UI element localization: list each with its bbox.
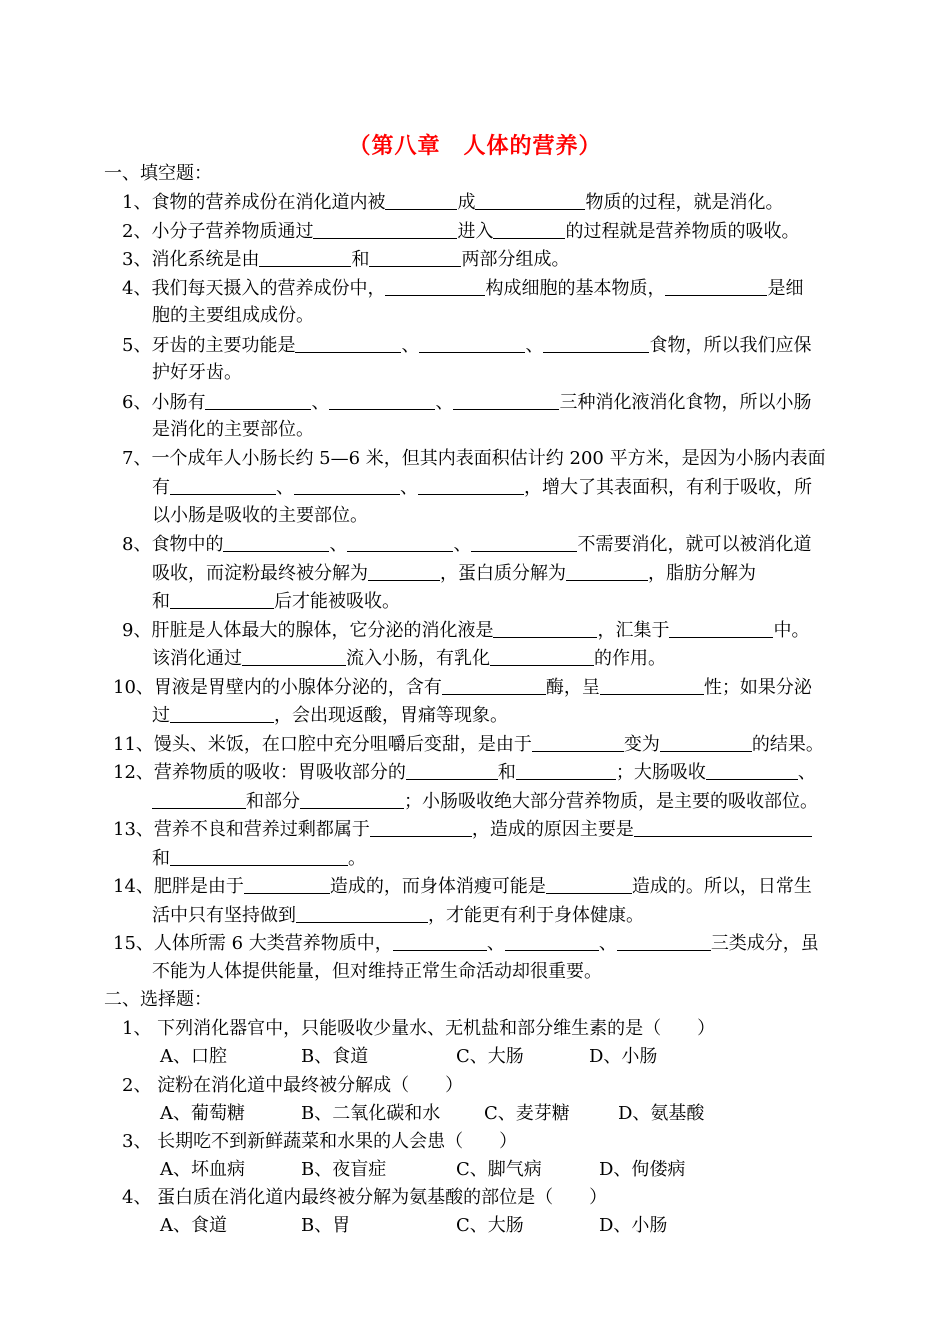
answer-blank[interactable]	[617, 930, 711, 951]
fill-question-15-cont: 不能为人体提供能量，但对维持正常生命活动却很重要。	[152, 961, 602, 982]
chapter-title: （第八章 人体的营养）	[348, 133, 602, 159]
option-a[interactable]: A、食道	[160, 1215, 227, 1236]
answer-blank[interactable]	[242, 645, 346, 666]
fill-question-12: 12、营养物质的吸收：胃吸收部分的 和 ；大肠吸收 、	[113, 759, 816, 786]
fill-question-3: 3、消化系统是由 和 两部分组成。	[122, 246, 569, 273]
option-b[interactable]: B、夜盲症	[301, 1159, 387, 1180]
answer-blank[interactable]	[634, 816, 812, 837]
option-c[interactable]: C、麦芽糖	[484, 1103, 570, 1124]
option-a[interactable]: A、口腔	[160, 1046, 227, 1067]
choice-question-3: 3、 长期吃不到新鲜蔬菜和水果的人会患（ ）	[122, 1131, 518, 1152]
fill-question-12-cont: 和部分 ；小肠吸收绝大部分营养物质，是主要的吸收部位。	[152, 788, 818, 815]
option-c[interactable]: C、脚气病	[456, 1159, 542, 1180]
fill-question-10-cont: 过 ，会出现返酸，胃痛等现象。	[152, 702, 508, 729]
answer-blank[interactable]	[490, 645, 594, 666]
answer-blank[interactable]	[294, 474, 400, 495]
answer-blank[interactable]	[385, 275, 485, 296]
option-b[interactable]: B、食道	[301, 1046, 369, 1067]
answer-blank[interactable]	[170, 588, 274, 609]
answer-blank[interactable]	[516, 759, 616, 780]
answer-blank[interactable]	[665, 275, 767, 296]
answer-blank[interactable]	[532, 731, 624, 752]
option-d[interactable]: D、小肠	[589, 1046, 658, 1067]
answer-blank[interactable]	[406, 759, 498, 780]
option-d[interactable]: D、小肠	[599, 1215, 668, 1236]
fill-question-4-cont: 胞的主要组成成份。	[152, 305, 314, 326]
answer-blank[interactable]	[370, 816, 472, 837]
option-b[interactable]: B、二氧化碳和水	[301, 1103, 441, 1124]
fill-question-1: 1、食物的营养成份在消化道内被 成 物质的过程，就是消化。	[122, 189, 783, 216]
answer-blank[interactable]	[295, 332, 401, 353]
option-a[interactable]: A、坏血病	[160, 1159, 245, 1180]
section-heading-choice: 二、选择题：	[104, 989, 212, 1010]
answer-blank[interactable]	[369, 246, 461, 267]
answer-blank[interactable]	[223, 531, 329, 552]
answer-blank[interactable]	[419, 332, 525, 353]
choice-question-1: 1、 下列消化器官中，只能吸收少量水、无机盐和部分维生素的是（ ）	[122, 1018, 716, 1039]
answer-blank[interactable]	[669, 617, 773, 638]
fill-question-7-cont2: 以小肠是吸收的主要部位。	[152, 505, 368, 526]
fill-question-15: 15、人体所需 6 大类营养物质中， 、 、 三类成分，虽	[113, 930, 819, 957]
fill-question-6: 6、小肠有 、 、 三种消化液消化食物，所以小肠	[122, 389, 811, 416]
option-d[interactable]: D、佝偻病	[599, 1159, 686, 1180]
fill-question-9-cont: 该消化通过 流入小肠，有乳化 的作用。	[152, 645, 666, 672]
answer-blank[interactable]	[566, 560, 648, 581]
fill-question-7: 7、一个成年人小肠长约 5—6 米，但其内表面积估计约 200 平方米，是因为小肠内表面	[122, 448, 826, 469]
fill-question-8: 8、食物中的 、 、 不需要消化，就可以被消化道	[122, 531, 811, 558]
fill-question-14-cont: 活中只有坚持做到 ，才能更有利于身体健康。	[152, 902, 644, 929]
answer-blank[interactable]	[442, 674, 546, 695]
fill-question-13: 13、营养不良和营养过剩都属于 ，造成的原因主要是	[113, 816, 812, 843]
answer-blank[interactable]	[368, 560, 440, 581]
option-c[interactable]: C、大肠	[456, 1215, 524, 1236]
answer-blank[interactable]	[329, 389, 435, 410]
answer-blank[interactable]	[546, 873, 632, 894]
answer-blank[interactable]	[660, 731, 752, 752]
answer-blank[interactable]	[296, 902, 428, 923]
answer-blank[interactable]	[393, 930, 487, 951]
answer-blank[interactable]	[259, 246, 351, 267]
option-b[interactable]: B、胃	[301, 1215, 351, 1236]
fill-question-14: 14、肥胖是由于 造成的，而身体消瘦可能是 造成的。所以，日常生	[113, 873, 812, 900]
fill-question-11: 11、馒头、米饭，在口腔中充分咀嚼后变甜，是由于 变为 的结果。	[113, 731, 824, 758]
fill-question-8-cont: 吸收，而淀粉最终被分解为 ，蛋白质分解为 ，脂肪分解为	[152, 560, 756, 587]
fill-question-4: 4、我们每天摄入的营养成份中， 构成细胞的基本物质， 是细	[122, 275, 803, 302]
answer-blank[interactable]	[493, 617, 597, 638]
option-a[interactable]: A、葡萄糖	[160, 1103, 245, 1124]
answer-blank[interactable]	[706, 759, 798, 780]
answer-blank[interactable]	[313, 218, 457, 239]
section-heading-fill: 一、填空题：	[104, 163, 212, 184]
choice-question-2: 2、 淀粉在消化道中最终被分解成（ ）	[122, 1075, 464, 1096]
answer-blank[interactable]	[170, 702, 274, 723]
answer-blank[interactable]	[152, 788, 246, 809]
answer-blank[interactable]	[471, 531, 577, 552]
choice-options-1	[160, 1044, 227, 1070]
fill-question-10: 10、胃液是胃壁内的小腺体分泌的，含有 酶，呈 性；如果分泌	[113, 674, 812, 701]
answer-blank[interactable]	[347, 531, 453, 552]
option-d[interactable]: D、氨基酸	[618, 1103, 705, 1124]
answer-blank[interactable]	[385, 189, 457, 210]
answer-blank[interactable]	[543, 332, 649, 353]
option-c[interactable]: C、大肠	[456, 1046, 524, 1067]
fill-question-13-cont: 和 。	[152, 845, 366, 872]
choice-question-4: 4、 蛋白质在消化道内最终被分解为氨基酸的部位是（ ）	[122, 1187, 608, 1208]
answer-blank[interactable]	[300, 788, 404, 809]
answer-blank[interactable]	[493, 218, 565, 239]
fill-question-9: 9、肝脏是人体最大的腺体，它分泌的消化液是 ，汇集于 中。	[122, 617, 809, 644]
fill-question-8-cont2: 和 后才能被吸收。	[152, 588, 400, 615]
answer-blank[interactable]	[244, 873, 330, 894]
answer-blank[interactable]	[505, 930, 599, 951]
answer-blank[interactable]	[170, 845, 348, 866]
fill-question-7-cont: 有 、 、 ，增大了其表面积，有利于吸收，所	[152, 474, 812, 501]
answer-blank[interactable]	[600, 674, 704, 695]
answer-blank[interactable]	[475, 189, 585, 210]
answer-blank[interactable]	[418, 474, 524, 495]
answer-blank[interactable]	[170, 474, 276, 495]
answer-blank[interactable]	[205, 389, 311, 410]
fill-question-6-cont: 是消化的主要部位。	[152, 419, 314, 440]
fill-question-5-cont: 护好牙齿。	[152, 362, 242, 383]
answer-blank[interactable]	[453, 389, 559, 410]
fill-question-5: 5、牙齿的主要功能是 、 、 食物，所以我们应保	[122, 332, 811, 359]
fill-question-2: 2、小分子营养物质通过 进入 的过程就是营养物质的吸收。	[122, 218, 799, 245]
